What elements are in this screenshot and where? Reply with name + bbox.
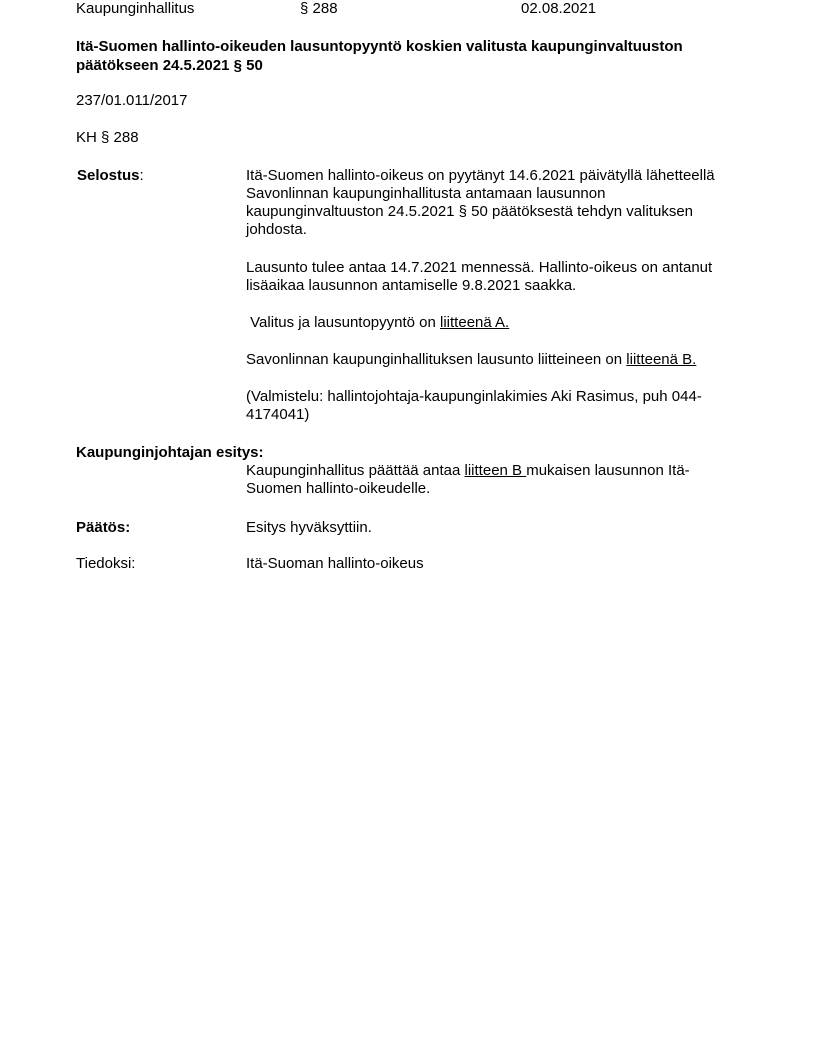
esitys-text <box>246 462 716 498</box>
tiedoksi-label: Tiedoksi: <box>76 555 136 572</box>
selostus-paragraph-3 <box>246 314 746 332</box>
esitys-attachment-link[interactable]: liitteen B <box>464 462 527 479</box>
selostus-label-text: Selostus <box>77 167 140 184</box>
header-body-name: Kaupunginhallitus <box>76 0 195 17</box>
selostus-paragraph-2: Lausunto tulee antaa 14.7.2021 mennessä. Hallinto-oikeus on antanut lisäaikaa lausunnon antamiselle 9.8.2021 saakka. <box>246 259 713 294</box>
selostus-label <box>77 167 144 185</box>
attachment-b-link[interactable]: liitteenä B. <box>626 351 697 368</box>
record-number: 237/01.011/2017 <box>76 92 188 109</box>
header-section-number: § 288 <box>300 0 338 17</box>
paatos-label: Päätös: <box>76 519 131 536</box>
selostus-label-colon: : <box>139 167 144 184</box>
selostus-preparation-note: (Valmistelu: hallintojohtaja-kaupunginlakimies Aki Rasimus, puh 044-4174041) <box>246 388 702 423</box>
attachment-a-text: Valitus ja lausuntopyyntö on <box>246 314 441 331</box>
esitys-suffix: mukaisen lausunnon Itä-Suomen hallinto-oikeudelle. <box>246 462 690 497</box>
attachment-a-link[interactable]: liitteenä A. <box>440 314 510 331</box>
esitys-prefix: Kaupunginhallitus päättää antaa <box>246 462 465 479</box>
selostus-paragraph-1: Itä-Suomen hallinto-oikeus on pyytänyt 14.6.2021 päivätyllä lähetteellä Savonlinnan kaupunginhallitusta antamaan lausunnon kaupunginvaltuuston 24.5.2021 § 50 päätöksestä tehdyn valituksen johdosta. <box>246 167 715 238</box>
esitys-label: Kaupunginjohtajan esitys: <box>76 444 264 461</box>
document-title: Itä-Suomen hallinto-oikeuden lausuntopyyntö koskien valitusta kaupunginvaltuuston päätökseen 24.5.2021 § 50 <box>76 38 683 74</box>
selostus-paragraph-4 <box>246 351 766 369</box>
attachment-b-text: Savonlinnan kaupunginhallituksen lausunto liitteineen on <box>246 351 627 368</box>
kh-reference: KH § 288 <box>76 129 139 146</box>
paatos-text: Esitys hyväksyttiin. <box>246 519 372 536</box>
tiedoksi-text: Itä-Suoman hallinto-oikeus <box>246 555 424 572</box>
header-date: 02.08.2021 <box>521 0 597 17</box>
